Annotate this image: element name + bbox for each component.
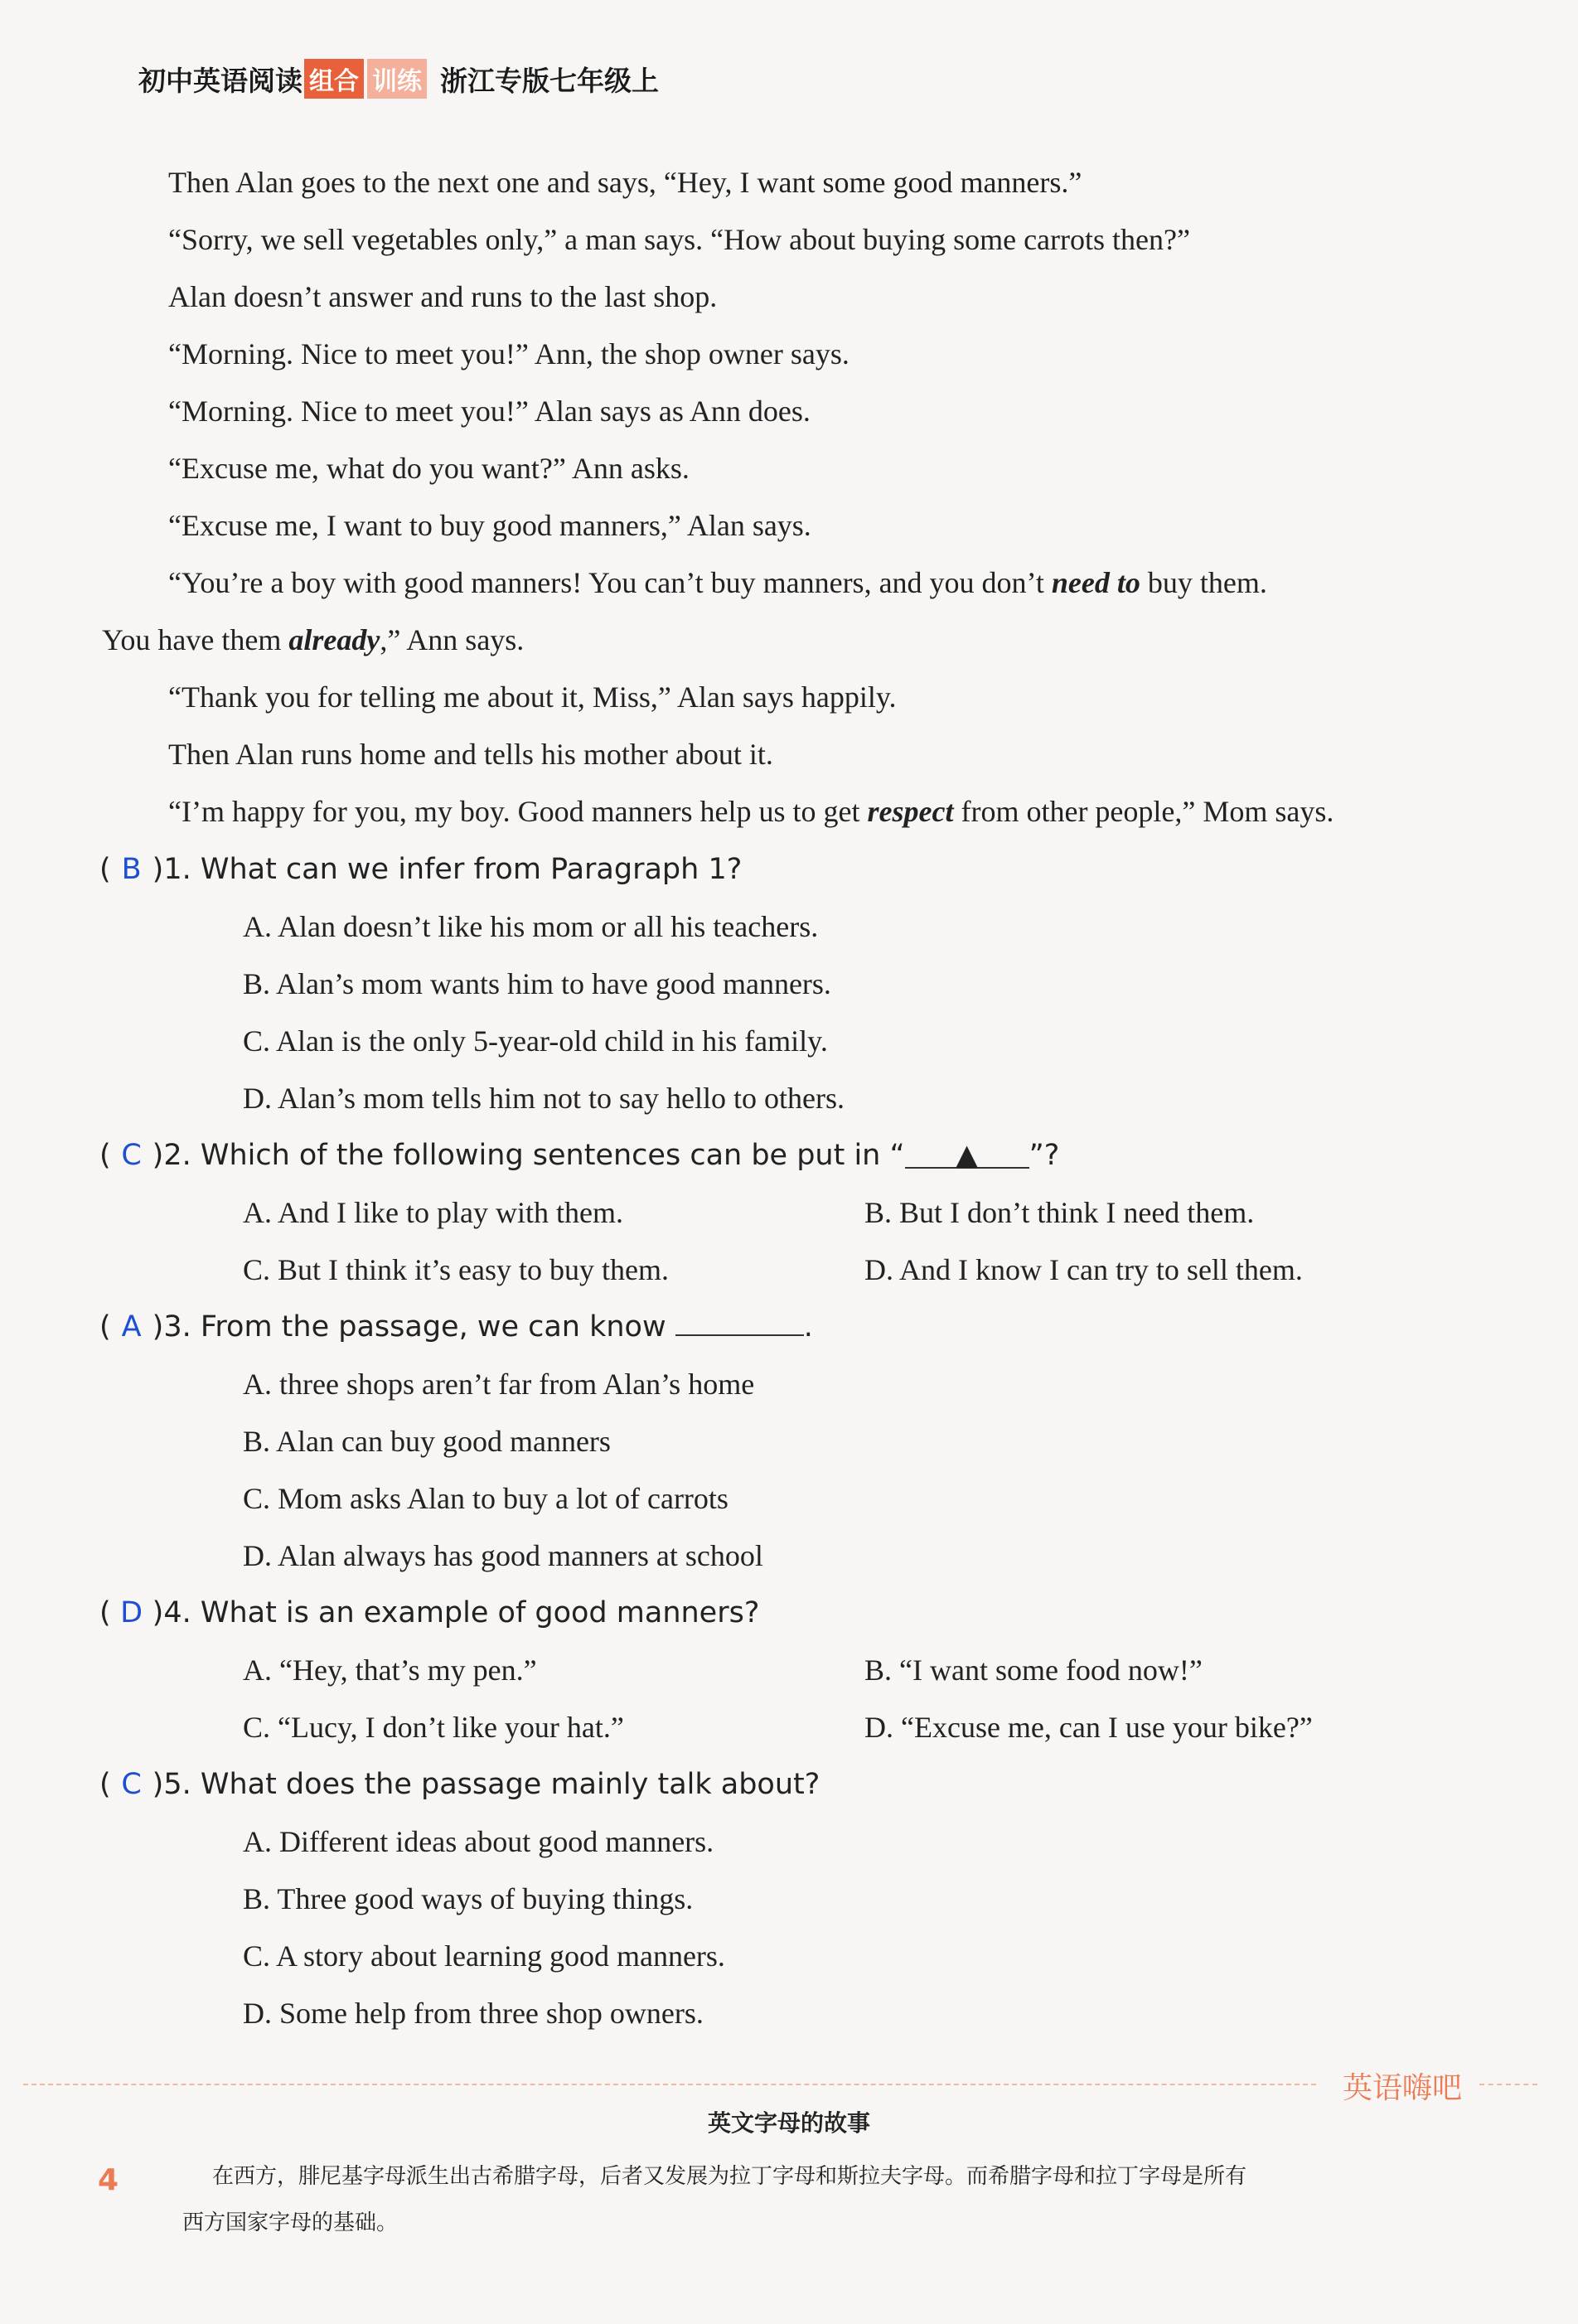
q3-option-b: B. Alan can buy good manners [243,1425,611,1458]
question-3-blank [675,1310,804,1336]
header-right: 浙江专版七年级上 [440,64,659,97]
q5-option-a: A. Different ideas about good manners. [243,1825,714,1858]
header-box-2: 训练 [367,59,427,99]
q5-option-c: C. A story about learning good manners. [243,1939,725,1973]
page-number: 4 [98,2163,119,2197]
answer-4: D [120,1596,143,1629]
answer-5: C [121,1768,142,1801]
q3-option-d: D. Alan always has good manners at school [243,1539,763,1572]
story-line-9: “Thank you for telling me about it, Miss,” Alan says happily. [168,680,897,714]
story-line-1: Then Alan goes to the next one and says, “Hey, I want some good manners.” [168,166,1082,199]
question-1: ( B )1. What can we infer from Paragraph 1? [99,853,743,886]
header-box-1: 组合 [304,59,364,99]
question-4: ( D )4. What is an example of good manners? [99,1596,760,1629]
q1-option-a: A. Alan doesn’t like his mom or all his teachers. [243,910,819,943]
question-5: ( C )5. What does the passage mainly talk about? [99,1768,820,1801]
story-line-5: “Morning. Nice to meet you!” Alan says as Ann does. [168,395,811,428]
footer-title: 英文字母的故事 [707,2109,870,2137]
footer-text [182,2153,1401,2246]
story-line-8: “You’re a boy with good manners! You can’t buy manners, and you don’t need to buy them. [168,566,1267,599]
footer-line-2: 西方国家字母的基础。 [182,2210,399,2235]
q3-option-c: C. Mom asks Alan to buy a lot of carrots [243,1482,728,1515]
footer-divider-right [1479,2084,1537,2085]
q5-option-b: B. Three good ways of buying things. [243,1882,694,1915]
story-line-6: “Excuse me, what do you want?” Ann asks. [168,452,690,485]
q4-option-d: D. “Excuse me, can I use your bike?” [864,1711,1313,1744]
q2-option-a: A. And I like to play with them. [243,1196,623,1229]
story-line-3: Alan doesn’t answer and runs to the last shop. [168,280,718,313]
answer-3: A [121,1310,142,1344]
answer-1: B [121,853,142,886]
question-2-blank: ▲ [905,1137,1029,1169]
book-header [138,58,659,99]
story-line-8b: You have them already,” Ann says. [102,623,525,656]
footer-line-1: 在西方，腓尼基字母派生出古希腊字母，后者又发展为拉丁字母和斯拉夫字母。而希腊字母和拉丁字母是所有 [212,2164,1247,2189]
q4-option-c: C. “Lucy, I don’t like your hat.” [243,1711,624,1744]
q1-option-b: B. Alan’s mom wants him to have good manners. [243,967,831,1000]
q3-option-a: A. three shops aren’t far from Alan’s home [243,1368,755,1401]
story-line-7: “Excuse me, I want to buy good manners,” Alan says. [168,509,811,542]
header-left: 初中英语阅读 [138,64,303,97]
q1-option-c: C. Alan is the only 5-year-old child in his family. [243,1024,828,1058]
q1-option-d: D. Alan’s mom tells him not to say hello to others. [243,1082,845,1115]
story-line-10: Then Alan runs home and tells his mother about it. [168,738,773,771]
question-2: ( C )2. Which of the following sentences can be put in “ ▲ ”? [99,1139,1060,1172]
footer-tag: 英语嗨吧 [1343,2071,1463,2105]
story-line-4: “Morning. Nice to meet you!” Ann, the shop owner says. [168,337,850,370]
question-3: ( A )3. From the passage, we can know . [99,1310,813,1344]
story-line-2: “Sorry, we sell vegetables only,” a man says. “How about buying some carrots then?” [168,223,1190,256]
q2-option-c: C. But I think it’s easy to buy them. [243,1253,669,1286]
q4-option-a: A. “Hey, that’s my pen.” [243,1653,537,1687]
q5-option-d: D. Some help from three shop owners. [243,1997,704,2030]
q2-option-b: B. But I don’t think I need them. [864,1196,1255,1229]
q4-option-b: B. “I want some food now!” [864,1653,1203,1687]
answer-2: C [121,1139,142,1172]
story-line-11: “I’m happy for you, my boy. Good manners help us to get respect from other people,” Mom says. [168,795,1334,828]
q2-option-d: D. And I know I can try to sell them. [864,1253,1303,1286]
footer-divider [23,2084,1316,2085]
